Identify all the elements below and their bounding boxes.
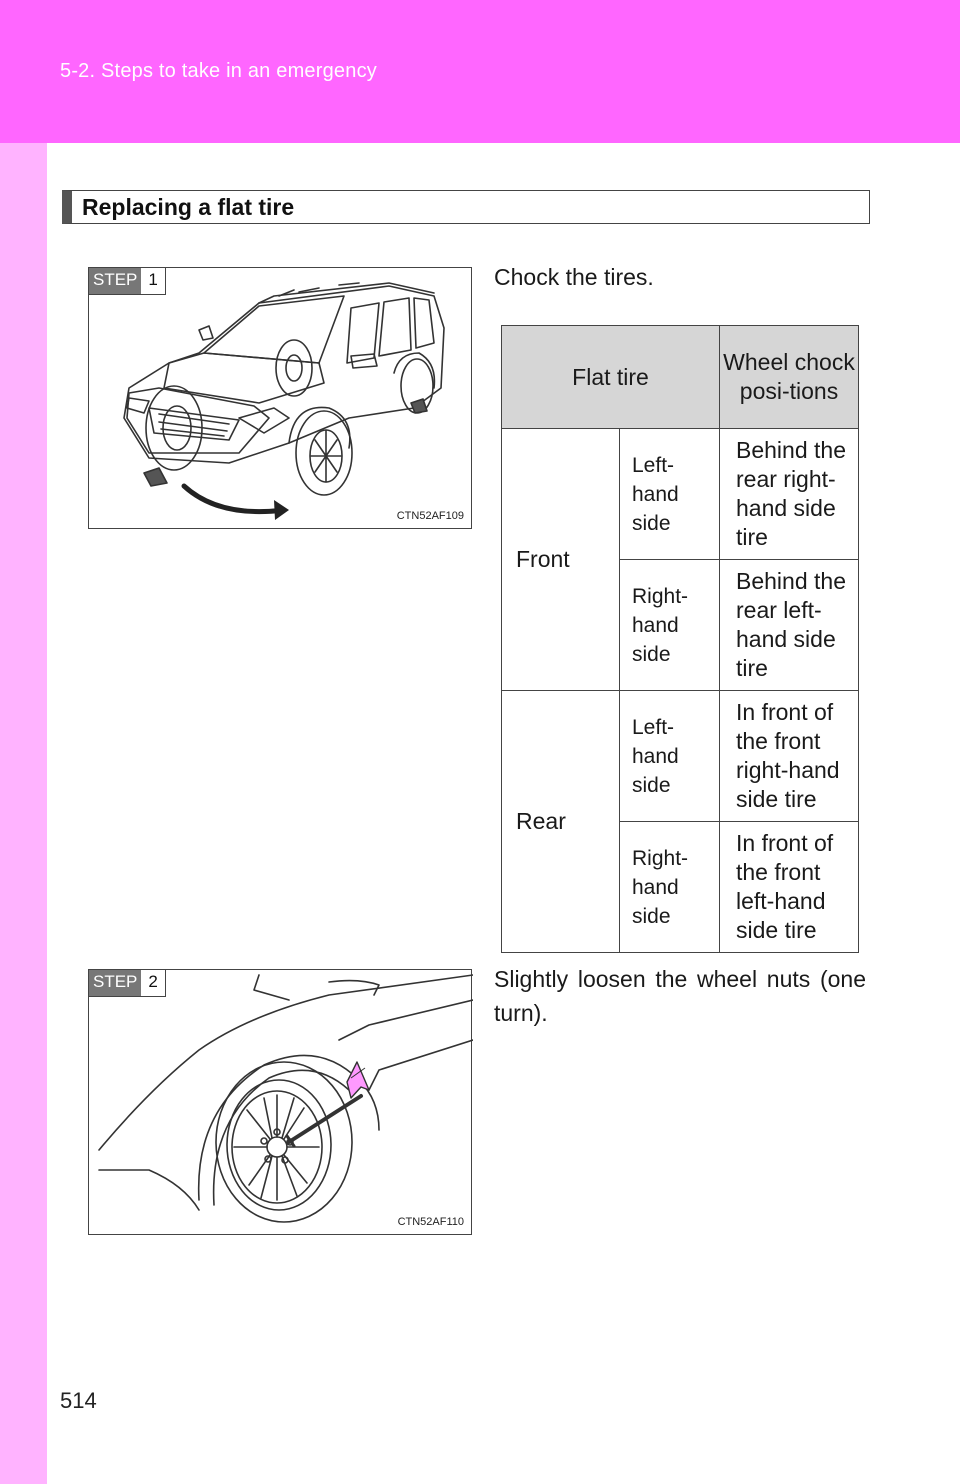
tire-rear: Rear: [502, 691, 620, 953]
step1-figure-code: CTN52AF109: [396, 510, 464, 522]
side-cell: Right-hand side: [620, 822, 720, 953]
suv-chock-illustration: [89, 268, 473, 530]
step2-badge-number: 2: [141, 970, 164, 996]
side-cell: Left-hand side: [620, 691, 720, 822]
step1-text: Chock the tires.: [494, 264, 654, 290]
position-cell: Behind the rear right-hand side tire: [720, 429, 859, 560]
section-heading-text: Replacing a flat tire: [82, 194, 295, 220]
chock-table-header-row: [502, 326, 859, 429]
header-flat-tire: Flat tire: [502, 326, 720, 429]
position-cell: Behind the rear left-hand side tire: [720, 560, 859, 691]
step2-badge-word: STEP: [89, 970, 141, 996]
chock-table: [501, 325, 859, 953]
wheel-nut-illustration: [89, 970, 473, 1236]
step2-text: Slightly loosen the wheel nuts (one turn).: [494, 966, 866, 1026]
step1-badge-number: 1: [141, 268, 164, 294]
step1-badge-word: STEP: [89, 268, 141, 294]
tire-front: Front: [502, 429, 620, 691]
side-band: [0, 143, 47, 1484]
side-cell: Right-hand side: [620, 560, 720, 691]
header-chock-positions: Wheel chock posi-tions: [720, 326, 859, 429]
breadcrumb: 5-2. Steps to take in an emergency: [60, 60, 377, 82]
step1-figure: [88, 267, 472, 529]
table-row: [502, 691, 859, 822]
step2-figure: [88, 969, 472, 1235]
position-cell: In front of the front left-hand side tire: [720, 822, 859, 953]
page-number: 514: [60, 1388, 97, 1413]
table-row: [502, 429, 859, 560]
position-cell: In front of the front right-hand side tire: [720, 691, 859, 822]
side-cell: Left-hand side: [620, 429, 720, 560]
step1-badge: [89, 268, 166, 295]
section-heading: [62, 190, 870, 224]
step2-figure-code: CTN52AF110: [397, 1216, 464, 1228]
step2-badge: [89, 970, 166, 997]
